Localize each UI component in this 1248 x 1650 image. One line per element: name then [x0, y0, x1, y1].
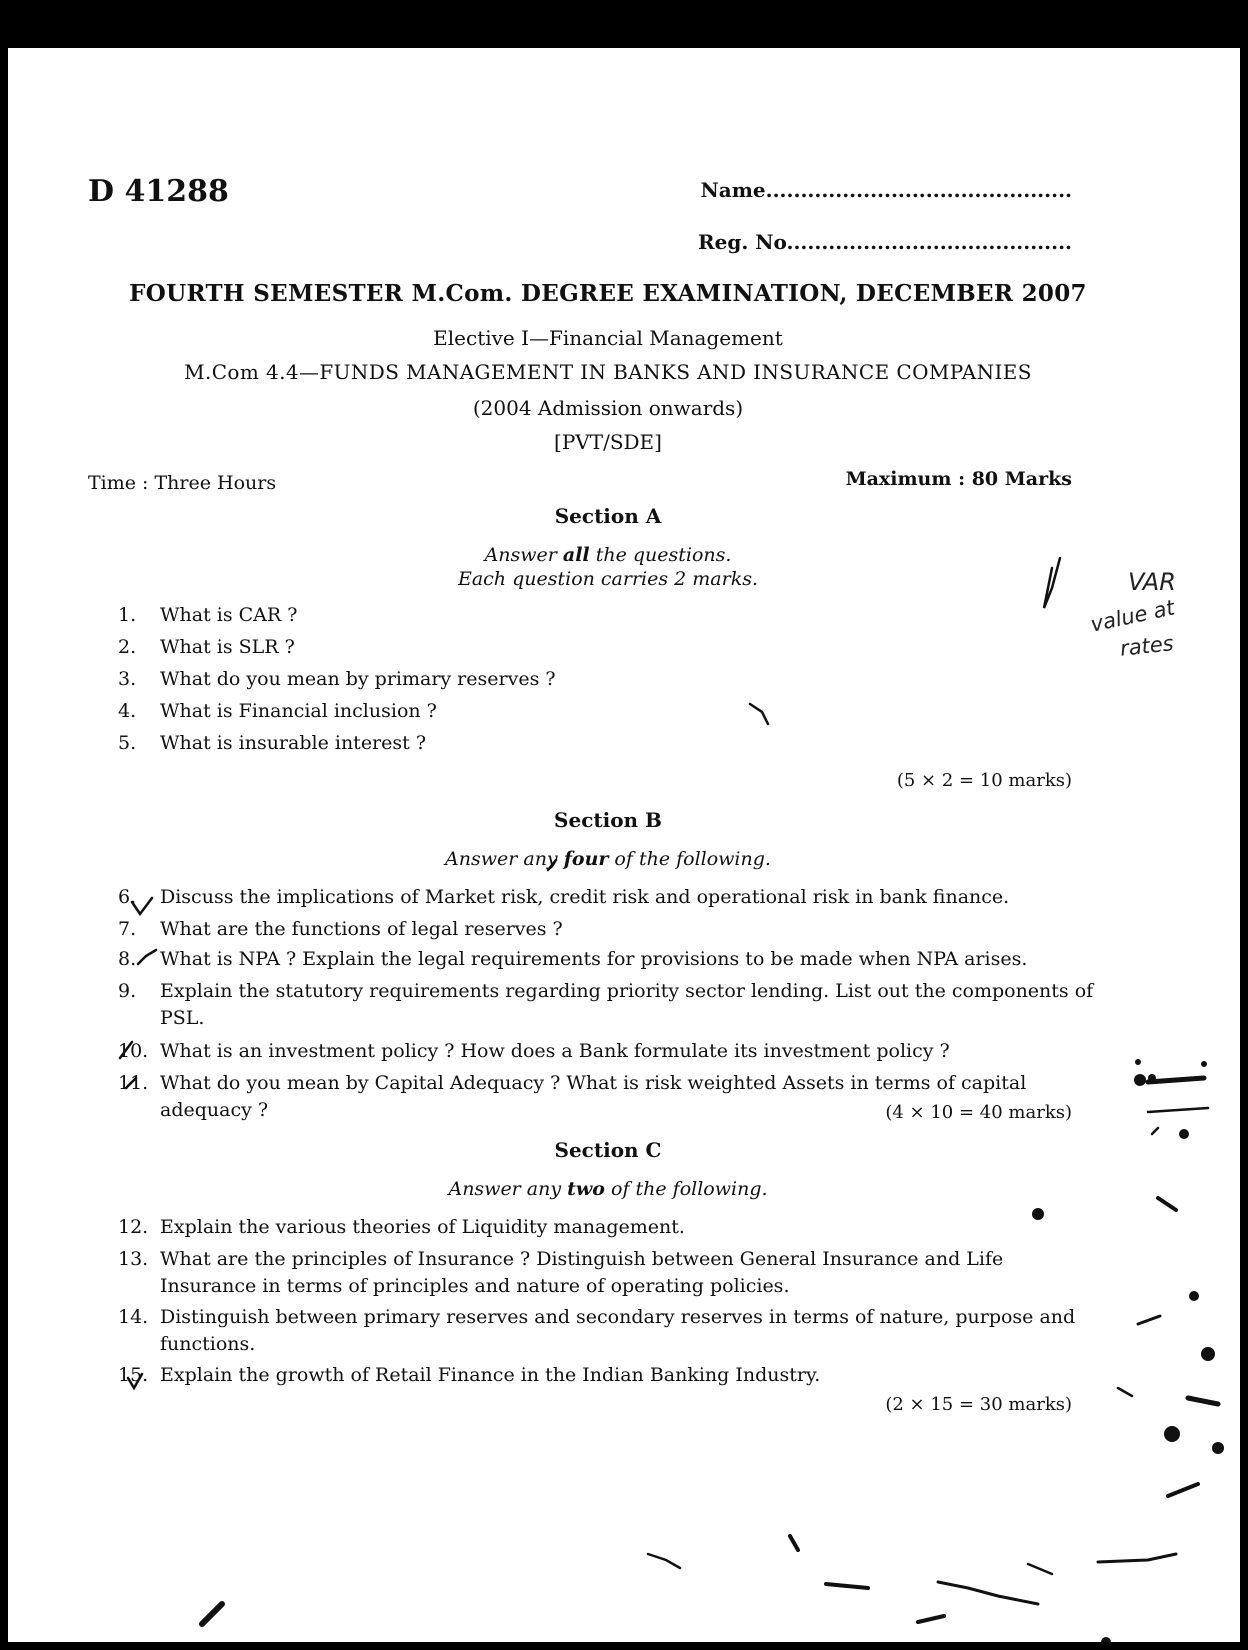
section-c-marks: (2 × 15 = 30 marks)	[885, 1394, 1072, 1415]
question-number: 3.	[118, 668, 137, 690]
paper-code: D 41288	[88, 174, 229, 209]
question-number: 9.	[118, 980, 137, 1002]
question-number: 12.	[118, 1216, 149, 1238]
question-text: What is Financial inclusion ?	[160, 700, 437, 722]
question-number: 15.	[118, 1364, 149, 1386]
question-number: 2.	[118, 636, 137, 658]
question-text: What do you mean by Capital Adequacy ? What is risk weighted Assets in terms of capital adequacy ?	[160, 1072, 1027, 1121]
section-c-instruction: Answer any two of the following.	[448, 1178, 768, 1200]
question-text: Explain the statutory requirements regarding priority sector lending. List out the components of PSL.	[160, 980, 1094, 1029]
question-text: Distinguish between primary reserves and secondary reserves in terms of nature, purpose and functions.	[160, 1306, 1076, 1355]
question-number: 11.	[118, 1072, 149, 1094]
question-text: What do you mean by primary reserves ?	[160, 668, 556, 690]
question-number: 1.	[118, 604, 137, 626]
section-c-heading: Section C	[554, 1138, 662, 1162]
question-text: What is an investment policy ? How does a Bank formulate its investment policy ?	[160, 1040, 950, 1062]
exam-page	[8, 48, 1240, 1642]
question-text: What is NPA ? Explain the legal requirements for provisions to be made when NPA arises.	[160, 948, 1028, 970]
question-number: 14.	[118, 1306, 149, 1328]
elective-subtitle: Elective I—Financial Management	[433, 326, 783, 350]
name-field: Name............................................	[700, 178, 1072, 202]
reg-no-field: Reg. No.........................................	[697, 230, 1072, 254]
question-text: What is SLR ?	[160, 636, 295, 658]
section-a-instruction-2: Each question carries 2 marks.	[457, 568, 759, 590]
admission-note: (2004 Admission onwards)	[472, 396, 744, 420]
question-text: What is CAR ?	[160, 604, 298, 626]
question-text: Explain the various theories of Liquidity management.	[160, 1216, 685, 1238]
handwritten-note-line-2: value at	[1088, 595, 1177, 637]
question-text: What are the principles of Insurance ? Distinguish between General Insurance and Life Insurance in terms of principles and nature of operating policies.	[160, 1248, 1004, 1297]
exam-title: FOURTH SEMESTER M.Com. DEGREE EXAMINATION, DECEMBER 2007	[129, 280, 1087, 307]
question-number: 8.	[118, 948, 137, 970]
question-text: What are the functions of legal reserves ?	[160, 918, 563, 940]
section-b-instruction: Answer any four of the following.	[445, 848, 771, 870]
question-number: 13.	[118, 1248, 149, 1270]
category-note: [PVT/SDE]	[554, 430, 662, 454]
question-number: 10.	[118, 1040, 149, 1062]
handwritten-note-line-3: rates	[1118, 631, 1175, 661]
question-number: 5.	[118, 732, 137, 754]
handwritten-note-line-1: VAR	[1128, 568, 1176, 596]
pen-marks-icon	[8, 48, 1240, 1642]
section-a-marks: (5 × 2 = 10 marks)	[896, 770, 1072, 791]
question-number: 4.	[118, 700, 137, 722]
question-number: 6.	[118, 886, 137, 908]
section-a-heading: Section A	[554, 504, 662, 528]
section-b-heading: Section B	[554, 808, 662, 832]
question-text: What is insurable interest ?	[160, 732, 426, 754]
maximum-marks: Maximum : 80 Marks	[845, 468, 1072, 490]
section-b-marks: (4 × 10 = 40 marks)	[885, 1102, 1072, 1123]
paper-title: M.Com 4.4—FUNDS MANAGEMENT IN BANKS AND INSURANCE COMPANIES	[184, 360, 1032, 384]
question-text: Explain the growth of Retail Finance in the Indian Banking Industry.	[160, 1364, 821, 1386]
question-number: 7.	[118, 918, 137, 940]
question-text: Discuss the implications of Market risk, credit risk and operational risk in bank finance.	[160, 886, 1010, 908]
time-allowed: Time : Three Hours	[88, 472, 277, 494]
section-a-instruction-1: Answer all the questions.	[484, 544, 732, 566]
